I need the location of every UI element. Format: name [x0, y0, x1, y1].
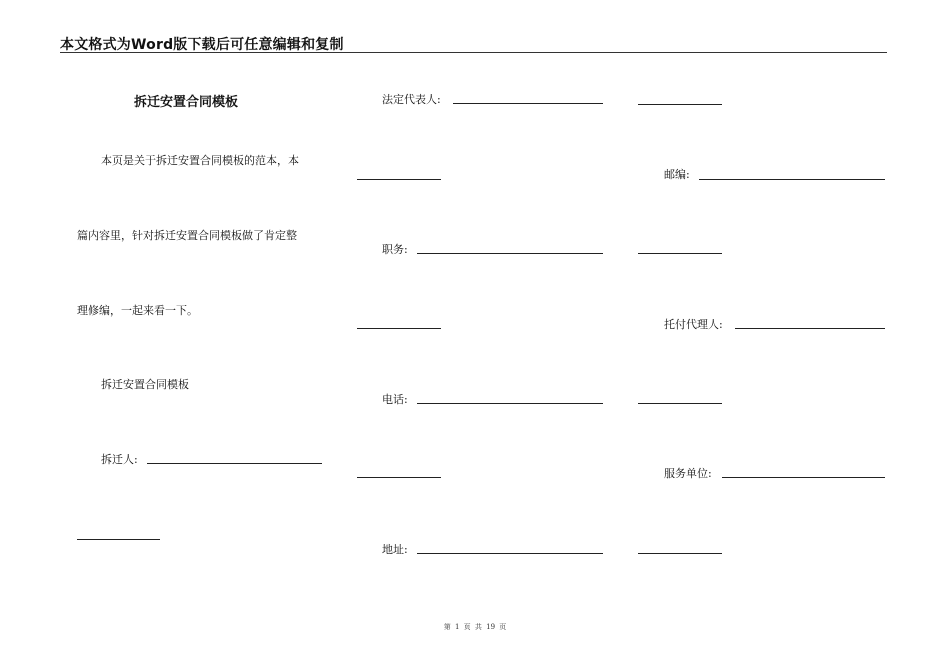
- position-blank: [417, 253, 603, 254]
- intro-line-2: 篇内容里，针对拆迁安置合同模板做了肯定整: [77, 229, 297, 242]
- header-divider: [60, 52, 887, 53]
- header-text: 本文格式为Word版下载后可任意编辑和复制: [60, 37, 344, 53]
- intro-line-1: 本页是关于拆迁安置合同模板的范本，本: [101, 154, 299, 167]
- agent-blank: [735, 328, 885, 329]
- address-label: 地址:: [382, 543, 408, 556]
- phone-blank: [417, 403, 603, 404]
- footer-total-pages: 19: [486, 623, 496, 631]
- continuation-blank: [357, 179, 441, 180]
- footer-page-number: 1: [454, 623, 460, 631]
- postcode-label: 邮编:: [664, 168, 690, 181]
- continuation-blank: [638, 403, 722, 404]
- page-footer: [0, 622, 950, 632]
- continuation-blank: [357, 477, 441, 478]
- continuation-blank: [638, 553, 722, 554]
- continuation-blank: [357, 328, 441, 329]
- section-title: 拆迁安置合同模板: [101, 378, 189, 391]
- demolisher-blank: [147, 463, 322, 464]
- legal-rep-blank: [453, 103, 603, 104]
- footer-page-prefix: 第: [443, 623, 451, 631]
- intro-line-3: 理修编，一起来看一下。: [77, 304, 198, 317]
- postcode-blank: [699, 179, 885, 180]
- service-unit-label: 服务单位:: [664, 467, 712, 480]
- footer-total-word: 页: [499, 623, 507, 631]
- legal-rep-label: 法定代表人:: [382, 93, 441, 106]
- demolisher-label: 拆迁人:: [101, 453, 138, 466]
- document-title: 拆迁安置合同模板: [134, 95, 239, 110]
- position-label: 职务:: [382, 243, 408, 256]
- continuation-blank: [638, 253, 722, 254]
- agent-label: 托付代理人:: [664, 318, 723, 331]
- service-unit-blank: [722, 477, 885, 478]
- continuation-blank: [638, 104, 722, 105]
- footer-total-prefix: 共: [474, 623, 482, 631]
- address-blank: [417, 553, 603, 554]
- phone-label: 电话:: [382, 393, 408, 406]
- continuation-blank: [77, 539, 160, 540]
- footer-page-word: 页: [463, 623, 471, 631]
